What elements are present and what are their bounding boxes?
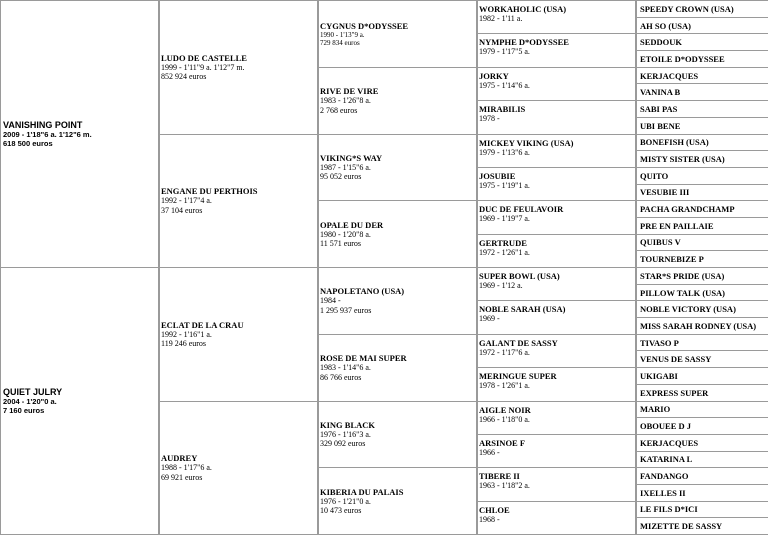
horse-earnings: 37 104 euros [161,206,316,216]
horse-name: CHLOE [479,505,634,515]
horse-record: 1999 - 1'11"9 a. 1'12"7 m. [161,63,316,73]
horse-name: STAR*S PRIDE (USA) [640,271,766,281]
gen4-horse-5 [476,134,637,168]
gen4-horse-16 [476,501,637,535]
horse-record: 1978 - [479,114,634,124]
gen5-horse-13 [635,200,768,218]
horse-name: FANDANGO [640,471,766,481]
horse-earnings: 618 500 euros [3,139,157,149]
gen3-horse-8 [317,467,478,535]
horse-record: 1983 - 1'14"6 a. [320,363,475,373]
horse-name: ROSE DE MAI SUPER [320,353,475,363]
horse-record: 1980 - 1'20"8 a. [320,230,475,240]
horse-name: SEDDOUK [640,37,766,47]
horse-name: IXELLES II [640,488,766,498]
gen4-horse-11 [476,334,637,368]
gen5-horse-9 [635,134,768,152]
horse-record: 1968 - [479,515,634,525]
gen2-horse-2 [158,134,319,269]
gen5-horse-5 [635,67,768,85]
horse-name: VANINA B [640,87,766,97]
horse-name: RIVE DE VIRE [320,86,475,96]
horse-record: 1966 - [479,448,634,458]
horse-record: 1969 - 1'19"7 a. [479,214,634,224]
horse-name: UBI BENE [640,121,766,131]
gen4-horse-14 [476,434,637,468]
horse-name: KING BLACK [320,420,475,430]
horse-name: ENGANE DU PERTHOIS [161,186,316,196]
horse-record: 1963 - 1'18"2 a. [479,481,634,491]
horse-name: GALANT DE SASSY [479,338,634,348]
gen2-horse-4 [158,401,319,535]
horse-earnings: 1 295 937 euros [320,306,475,316]
horse-name: KERJACQUES [640,438,766,448]
horse-name: NAPOLETANO (USA) [320,286,475,296]
gen5-horse-17 [635,267,768,285]
gen5-horse-21 [635,334,768,352]
horse-record: 1992 - 1'17"4 a. [161,196,316,206]
horse-record: 1992 - 1'16"1 a. [161,330,316,340]
gen5-horse-22 [635,350,768,368]
horse-name: DUC DE FEULAVOIR [479,204,634,214]
gen1-horse-2 [0,267,160,535]
gen5-horse-12 [635,184,768,202]
gen5-horse-10 [635,150,768,168]
horse-record: 1969 - 1'12 a. [479,281,634,291]
gen3-horse-5 [317,267,478,335]
horse-record: 1972 - 1'26"1 a. [479,248,634,258]
horse-earnings: 852 924 euros [161,72,316,82]
horse-record: 1979 - 1'13"6 a. [479,148,634,158]
gen4-horse-8 [476,234,637,268]
gen5-horse-26 [635,417,768,435]
gen5-horse-19 [635,300,768,318]
horse-name: TIVASO P [640,338,766,348]
horse-earnings: 119 246 euros [161,339,316,349]
horse-record: 2004 - 1'20"0 a. [3,397,157,407]
horse-earnings: 329 092 euros [320,439,475,449]
gen3-horse-7 [317,401,478,469]
horse-name: JORKY [479,71,634,81]
horse-record: 2009 - 1'18"6 a. 1'12"6 m. [3,130,157,140]
horse-name: TIBERE II [479,471,634,481]
horse-name: AH SO (USA) [640,21,766,31]
horse-name: QUIBUS V [640,237,766,247]
horse-record: 1990 - 1'13"9 a. [320,31,475,39]
horse-name: LE FILS D*ICI [640,504,766,514]
gen5-horse-20 [635,317,768,335]
gen5-horse-7 [635,100,768,118]
horse-name: UKIGABI [640,371,766,381]
horse-name: MERINGUE SUPER [479,371,634,381]
horse-earnings: 86 766 euros [320,373,475,383]
gen5-horse-28 [635,451,768,469]
horse-name: VENUS DE SASSY [640,354,766,364]
horse-name: QUIET JULRY [3,387,157,397]
gen1-horse-1 [0,0,160,268]
gen4-horse-9 [476,267,637,301]
horse-earnings: 95 052 euros [320,172,475,182]
horse-earnings: 69 921 euros [161,473,316,483]
gen5-horse-23 [635,367,768,385]
horse-name: OPALE DU DER [320,220,475,230]
horse-name: VANISHING POINT [3,120,157,130]
horse-record: 1976 - 1'21"0 a. [320,497,475,507]
horse-name: SUPER BOWL (USA) [479,271,634,281]
horse-name: PRE EN PAILLAIE [640,221,766,231]
horse-earnings: 11 571 euros [320,239,475,249]
gen2-horse-3 [158,267,319,402]
gen4-horse-6 [476,167,637,201]
gen5-horse-32 [635,517,768,535]
horse-name: ETOILE D*ODYSSEE [640,54,766,64]
horse-name: ARSINOE F [479,438,634,448]
horse-name: JOSUBIE [479,171,634,181]
horse-record: 1983 - 1'26"8 a. [320,96,475,106]
horse-name: WORKAHOLIC (USA) [479,4,634,14]
gen5-horse-16 [635,250,768,268]
gen4-horse-3 [476,67,637,101]
horse-name: MIRABILIS [479,104,634,114]
gen5-horse-6 [635,83,768,101]
horse-record: 1987 - 1'15"6 a. [320,163,475,173]
horse-record: 1988 - 1'17"6 a. [161,463,316,473]
gen5-horse-11 [635,167,768,185]
horse-name: TOURNEBIZE P [640,254,766,264]
gen3-horse-3 [317,134,478,202]
horse-name: NOBLE VICTORY (USA) [640,304,766,314]
gen5-horse-18 [635,284,768,302]
horse-name: KERJACQUES [640,71,766,81]
horse-name: QUITO [640,171,766,181]
gen2-horse-1 [158,0,319,135]
horse-earnings: 7 160 euros [3,406,157,416]
gen5-horse-15 [635,234,768,252]
gen4-horse-1 [476,0,637,34]
gen4-horse-7 [476,200,637,234]
horse-name: SABI PAS [640,104,766,114]
gen5-horse-31 [635,501,768,519]
horse-name: VIKING*S WAY [320,153,475,163]
gen4-horse-13 [476,401,637,435]
horse-record: 1969 - [479,314,634,324]
horse-name: ECLAT DE LA CRAU [161,320,316,330]
horse-name: EXPRESS SUPER [640,388,766,398]
horse-earnings: 729 834 euros [320,39,475,47]
horse-record: 1975 - 1'14"6 a. [479,81,634,91]
horse-name: MIZETTE DE SASSY [640,521,766,531]
gen5-horse-2 [635,17,768,35]
gen5-horse-14 [635,217,768,235]
horse-record: 1966 - 1'18"0 a. [479,415,634,425]
horse-name: GERTRUDE [479,238,634,248]
horse-name: PACHA GRANDCHAMP [640,204,766,214]
gen5-horse-1 [635,0,768,18]
gen4-horse-12 [476,367,637,401]
gen5-horse-24 [635,384,768,402]
horse-name: LUDO DE CASTELLE [161,53,316,63]
horse-record: 1975 - 1'19"1 a. [479,181,634,191]
gen5-horse-3 [635,33,768,51]
gen3-horse-1 [317,0,478,68]
horse-name: AIGLE NOIR [479,405,634,415]
horse-name: KATARINA L [640,454,766,464]
horse-name: KIBERIA DU PALAIS [320,487,475,497]
horse-name: AUDREY [161,453,316,463]
gen3-horse-2 [317,67,478,135]
gen4-horse-10 [476,300,637,334]
gen4-horse-15 [476,467,637,501]
horse-name: NYMPHE D*ODYSSEE [479,37,634,47]
horse-record: 1976 - 1'16"3 a. [320,430,475,440]
horse-name: NOBLE SARAH (USA) [479,304,634,314]
horse-name: MISS SARAH RODNEY (USA) [640,321,766,331]
horse-record: 1982 - 1'11 a. [479,14,634,24]
gen5-horse-30 [635,484,768,502]
gen5-horse-29 [635,467,768,485]
horse-name: MARIO [640,404,766,414]
horse-name: VESUBIE III [640,187,766,197]
horse-name: BONEFISH (USA) [640,137,766,147]
horse-record: 1978 - 1'26"1 a. [479,381,634,391]
horse-name: SPEEDY CROWN (USA) [640,4,766,14]
gen5-horse-8 [635,117,768,135]
gen3-horse-4 [317,200,478,268]
horse-name: OBOUEE D J [640,421,766,431]
horse-name: MICKEY VIKING (USA) [479,138,634,148]
horse-earnings: 10 473 euros [320,506,475,516]
horse-earnings: 2 768 euros [320,106,475,116]
horse-name: MISTY SISTER (USA) [640,154,766,164]
horse-record: 1984 - [320,296,475,306]
horse-record: 1972 - 1'17"6 a. [479,348,634,358]
gen5-horse-4 [635,50,768,68]
gen5-horse-25 [635,401,768,419]
horse-name: PILLOW TALK (USA) [640,288,766,298]
gen4-horse-4 [476,100,637,134]
horse-record: 1979 - 1'17"5 a. [479,47,634,57]
gen5-horse-27 [635,434,768,452]
gen4-horse-2 [476,33,637,67]
gen3-horse-6 [317,334,478,402]
horse-name: CYGNUS D*ODYSSEE [320,21,475,31]
